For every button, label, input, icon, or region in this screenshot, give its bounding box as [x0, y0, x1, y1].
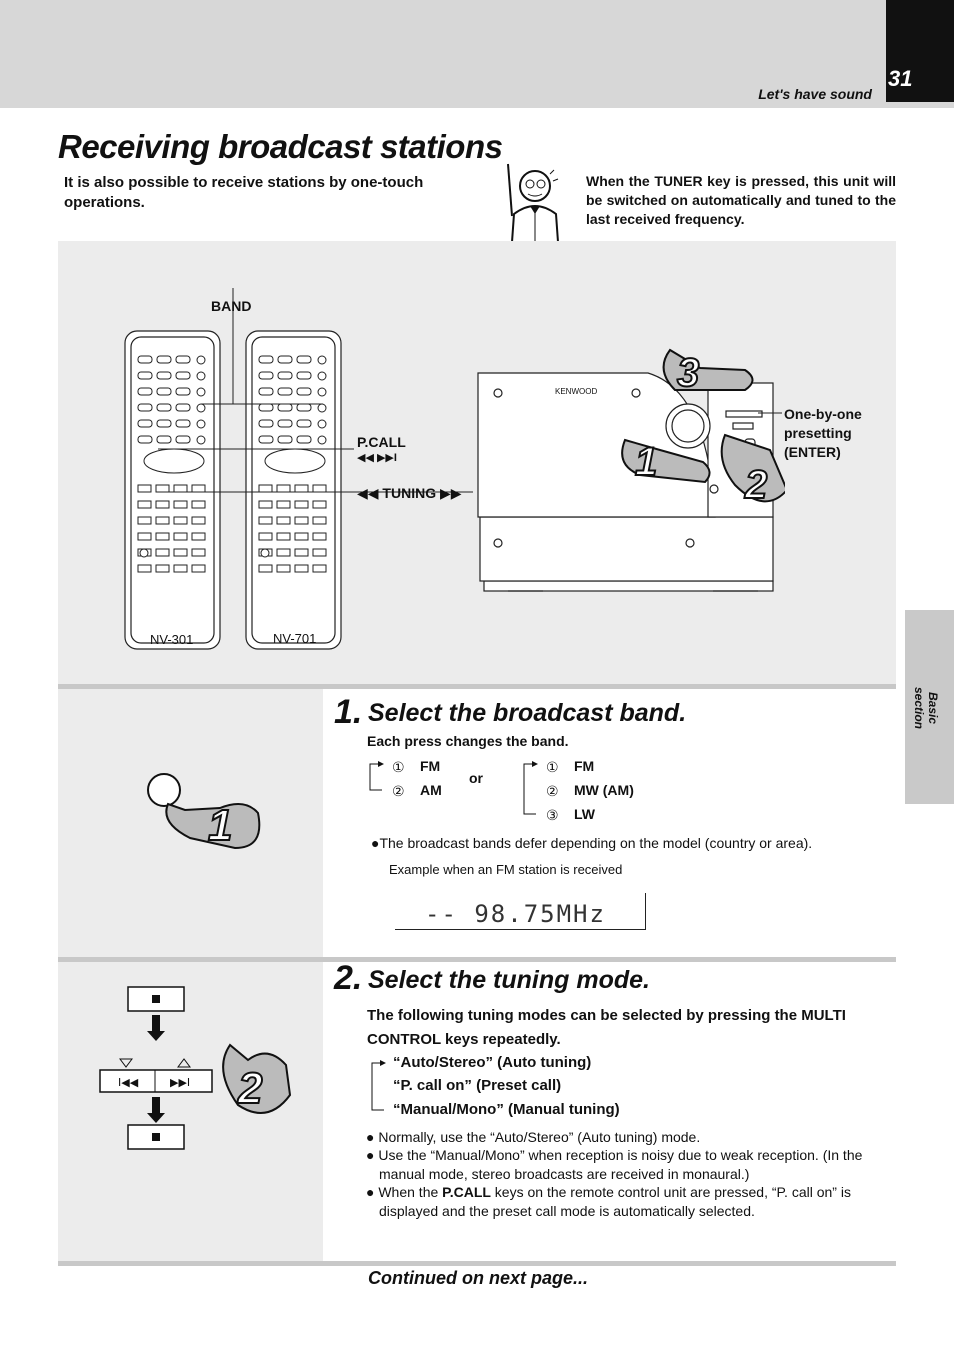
remote-button [176, 436, 190, 443]
remote-button [278, 436, 292, 443]
svg-text:I◀◀: I◀◀ [118, 1076, 139, 1089]
remote-button [313, 501, 326, 508]
remote-button [176, 372, 190, 379]
side-tab-label: Basic section [912, 686, 940, 729]
remote-button [278, 420, 292, 427]
remote-button [277, 549, 290, 556]
remote-button [192, 517, 205, 524]
remote-button [174, 485, 187, 492]
step1-subtitle: Each press changes the band. [367, 733, 569, 749]
remote-button [157, 436, 171, 443]
remote-button [318, 372, 326, 380]
remote-button [174, 517, 187, 524]
step2-heading: Select the tuning mode. [368, 966, 650, 994]
remote-button [297, 356, 311, 363]
remote-button [297, 420, 311, 427]
remote-button [197, 372, 205, 380]
remote-button [176, 388, 190, 395]
step1-hand-icon [140, 768, 270, 858]
or-label: or [469, 770, 483, 786]
step2-number: 2. [334, 959, 363, 997]
remote-button [277, 533, 290, 540]
remote-button [297, 436, 311, 443]
page-title: Receiving broadcast stations [58, 128, 503, 165]
remote-button [138, 565, 151, 572]
remote-button [192, 501, 205, 508]
remote-button [157, 356, 171, 363]
running-title: Let's have sound [758, 86, 872, 102]
remote-button [318, 436, 326, 444]
remote-button [197, 420, 205, 428]
remote-button [295, 533, 308, 540]
remote-button [192, 565, 205, 572]
step1-number: 1. [334, 693, 363, 731]
remote-button [278, 356, 292, 363]
remote-button [278, 388, 292, 395]
remote-button [156, 501, 169, 508]
remote-button [318, 420, 326, 428]
mode-3: “Manual/Mono” (Manual tuning) [393, 1101, 620, 1118]
remote-button [174, 533, 187, 540]
remote-button [259, 565, 272, 572]
mode-1: “Auto/Stereo” (Auto tuning) [393, 1054, 592, 1071]
remote-button [318, 404, 326, 412]
remote-button [295, 565, 308, 572]
remote-button [138, 517, 151, 524]
seq-a-num-1: ① [392, 759, 405, 775]
remote-button [192, 485, 205, 492]
remote-button [259, 420, 273, 427]
pcall-symbols: ◀◀ ▶▶I [357, 452, 397, 464]
remote-button [176, 356, 190, 363]
remote-button [297, 388, 311, 395]
step2-hand-number: 2 [238, 1064, 263, 1113]
remote-button [313, 533, 326, 540]
intro-text: It is also possible to receive stations by one-touch operations. [64, 174, 424, 211]
remote-button [192, 549, 205, 556]
frequency-display-text: -- 98.75MHz [425, 900, 606, 928]
remote-button [313, 549, 326, 556]
remote-button [318, 388, 326, 396]
callout-1: 1 [635, 440, 658, 484]
remote-button [197, 356, 205, 364]
remote-button [156, 565, 169, 572]
remote-button [157, 372, 171, 379]
remote-button [278, 372, 292, 379]
divider-3 [58, 1261, 896, 1266]
remote-button [313, 565, 326, 572]
remote1-name: NV-301 [150, 632, 194, 647]
remote-button [259, 388, 273, 395]
seq-b-num-2: ② [546, 783, 559, 799]
remote-button [156, 517, 169, 524]
remote-button [138, 388, 152, 395]
remote-button [157, 388, 171, 395]
step2-bullet-1: ● Normally, use the “Auto/Stereo” (Auto tuning) mode. [366, 1129, 701, 1145]
remote-button [197, 388, 205, 396]
remote-button [259, 356, 273, 363]
remote-button [156, 485, 169, 492]
remote-button [277, 565, 290, 572]
remote-button [174, 549, 187, 556]
remote-button [295, 485, 308, 492]
remote-button [318, 356, 326, 364]
remote-button [295, 501, 308, 508]
seq-b-num-3: ③ [546, 807, 559, 823]
tuner-note: When the TUNER key is pressed, this unit will be switched on automatically and tuned to the last received frequency. [586, 173, 896, 227]
step2-bullet-2: ● Use the “Manual/Mono” when reception is noisy due to weak reception. (In the manual mode, stereo broadcasts are received in monaural.) [366, 1147, 863, 1182]
remote2-name: NV-701 [273, 631, 317, 646]
remote-button [278, 404, 292, 411]
remote-button [138, 356, 152, 363]
svg-text:▶▶I: ▶▶I [170, 1076, 191, 1089]
remote-button [138, 485, 151, 492]
seq-a-label-1: FM [420, 758, 441, 774]
remote-button [295, 517, 308, 524]
step1-heading: Select the broadcast band. [368, 699, 687, 727]
remote-button [138, 404, 152, 411]
multi-control-diagram [98, 985, 298, 1155]
remote-button [313, 485, 326, 492]
remote-button [259, 501, 272, 508]
remote-button [259, 404, 273, 411]
remote-button [259, 533, 272, 540]
remote-button [297, 404, 311, 411]
callout-3: 3 [677, 351, 700, 395]
remote-button [197, 404, 205, 412]
remote-button [156, 549, 169, 556]
remote-button [156, 533, 169, 540]
seq-b-label-1: FM [574, 758, 595, 774]
seq-a-num-2: ② [392, 783, 405, 799]
remote-button [176, 420, 190, 427]
remote-button [259, 485, 272, 492]
preset-label: One-by-one presetting (ENTER) [784, 406, 862, 460]
remote-button [277, 485, 290, 492]
remote-button [138, 420, 152, 427]
remote-button [138, 436, 152, 443]
step2-intro: The following tuning modes can be selected by pressing the MULTI CONTROL keys repeatedly. [367, 1007, 846, 1048]
remote-button [277, 501, 290, 508]
remote-button [174, 501, 187, 508]
step2-bullet-3: ● When the P.CALL keys on the remote control unit are pressed, “P. call on” is displayed and the preset call mode is automatically selected. [366, 1184, 851, 1219]
professor-icon [490, 156, 580, 244]
remote-button [259, 436, 273, 443]
hand-callouts [615, 340, 785, 520]
remote-button [138, 533, 151, 540]
remote-button [313, 517, 326, 524]
mode-cycle-arrow [366, 1055, 390, 1115]
pcall-label: P.CALL [357, 434, 406, 450]
remote-button [197, 436, 205, 444]
tuning-label: ◀◀ TUNING ▶▶ [357, 485, 462, 501]
example-caption: Example when an FM station is received [389, 862, 623, 877]
remote-button [140, 549, 148, 557]
seq-a-label-2: AM [420, 782, 442, 798]
remote-button [138, 372, 152, 379]
page-number: 31 [888, 66, 913, 91]
seq-b-label-3: LW [574, 806, 595, 822]
seq-b-label-2: MW (AM) [574, 782, 634, 798]
continued-label: Continued on next page... [368, 1268, 588, 1288]
remote-button [157, 404, 171, 411]
step1-bullet: ●The broadcast bands defer depending on the model (country or area). [371, 835, 813, 851]
callout-2: 2 [745, 463, 768, 507]
remote-button [174, 565, 187, 572]
brand-logo: KENWOOD [555, 387, 598, 396]
remote-button [261, 549, 269, 557]
step1-hand-number: 1 [208, 801, 233, 850]
remote-button [259, 372, 273, 379]
remote-button [138, 501, 151, 508]
remote-button [297, 372, 311, 379]
remote-button [295, 549, 308, 556]
band-label: BAND [211, 298, 252, 314]
remote-button [157, 420, 171, 427]
mode-2: “P. call on” (Preset call) [393, 1077, 562, 1094]
seq-b-num-1: ① [546, 759, 559, 775]
remote-button [259, 517, 272, 524]
remote-button [277, 517, 290, 524]
remote-button [176, 404, 190, 411]
remote-button [192, 533, 205, 540]
